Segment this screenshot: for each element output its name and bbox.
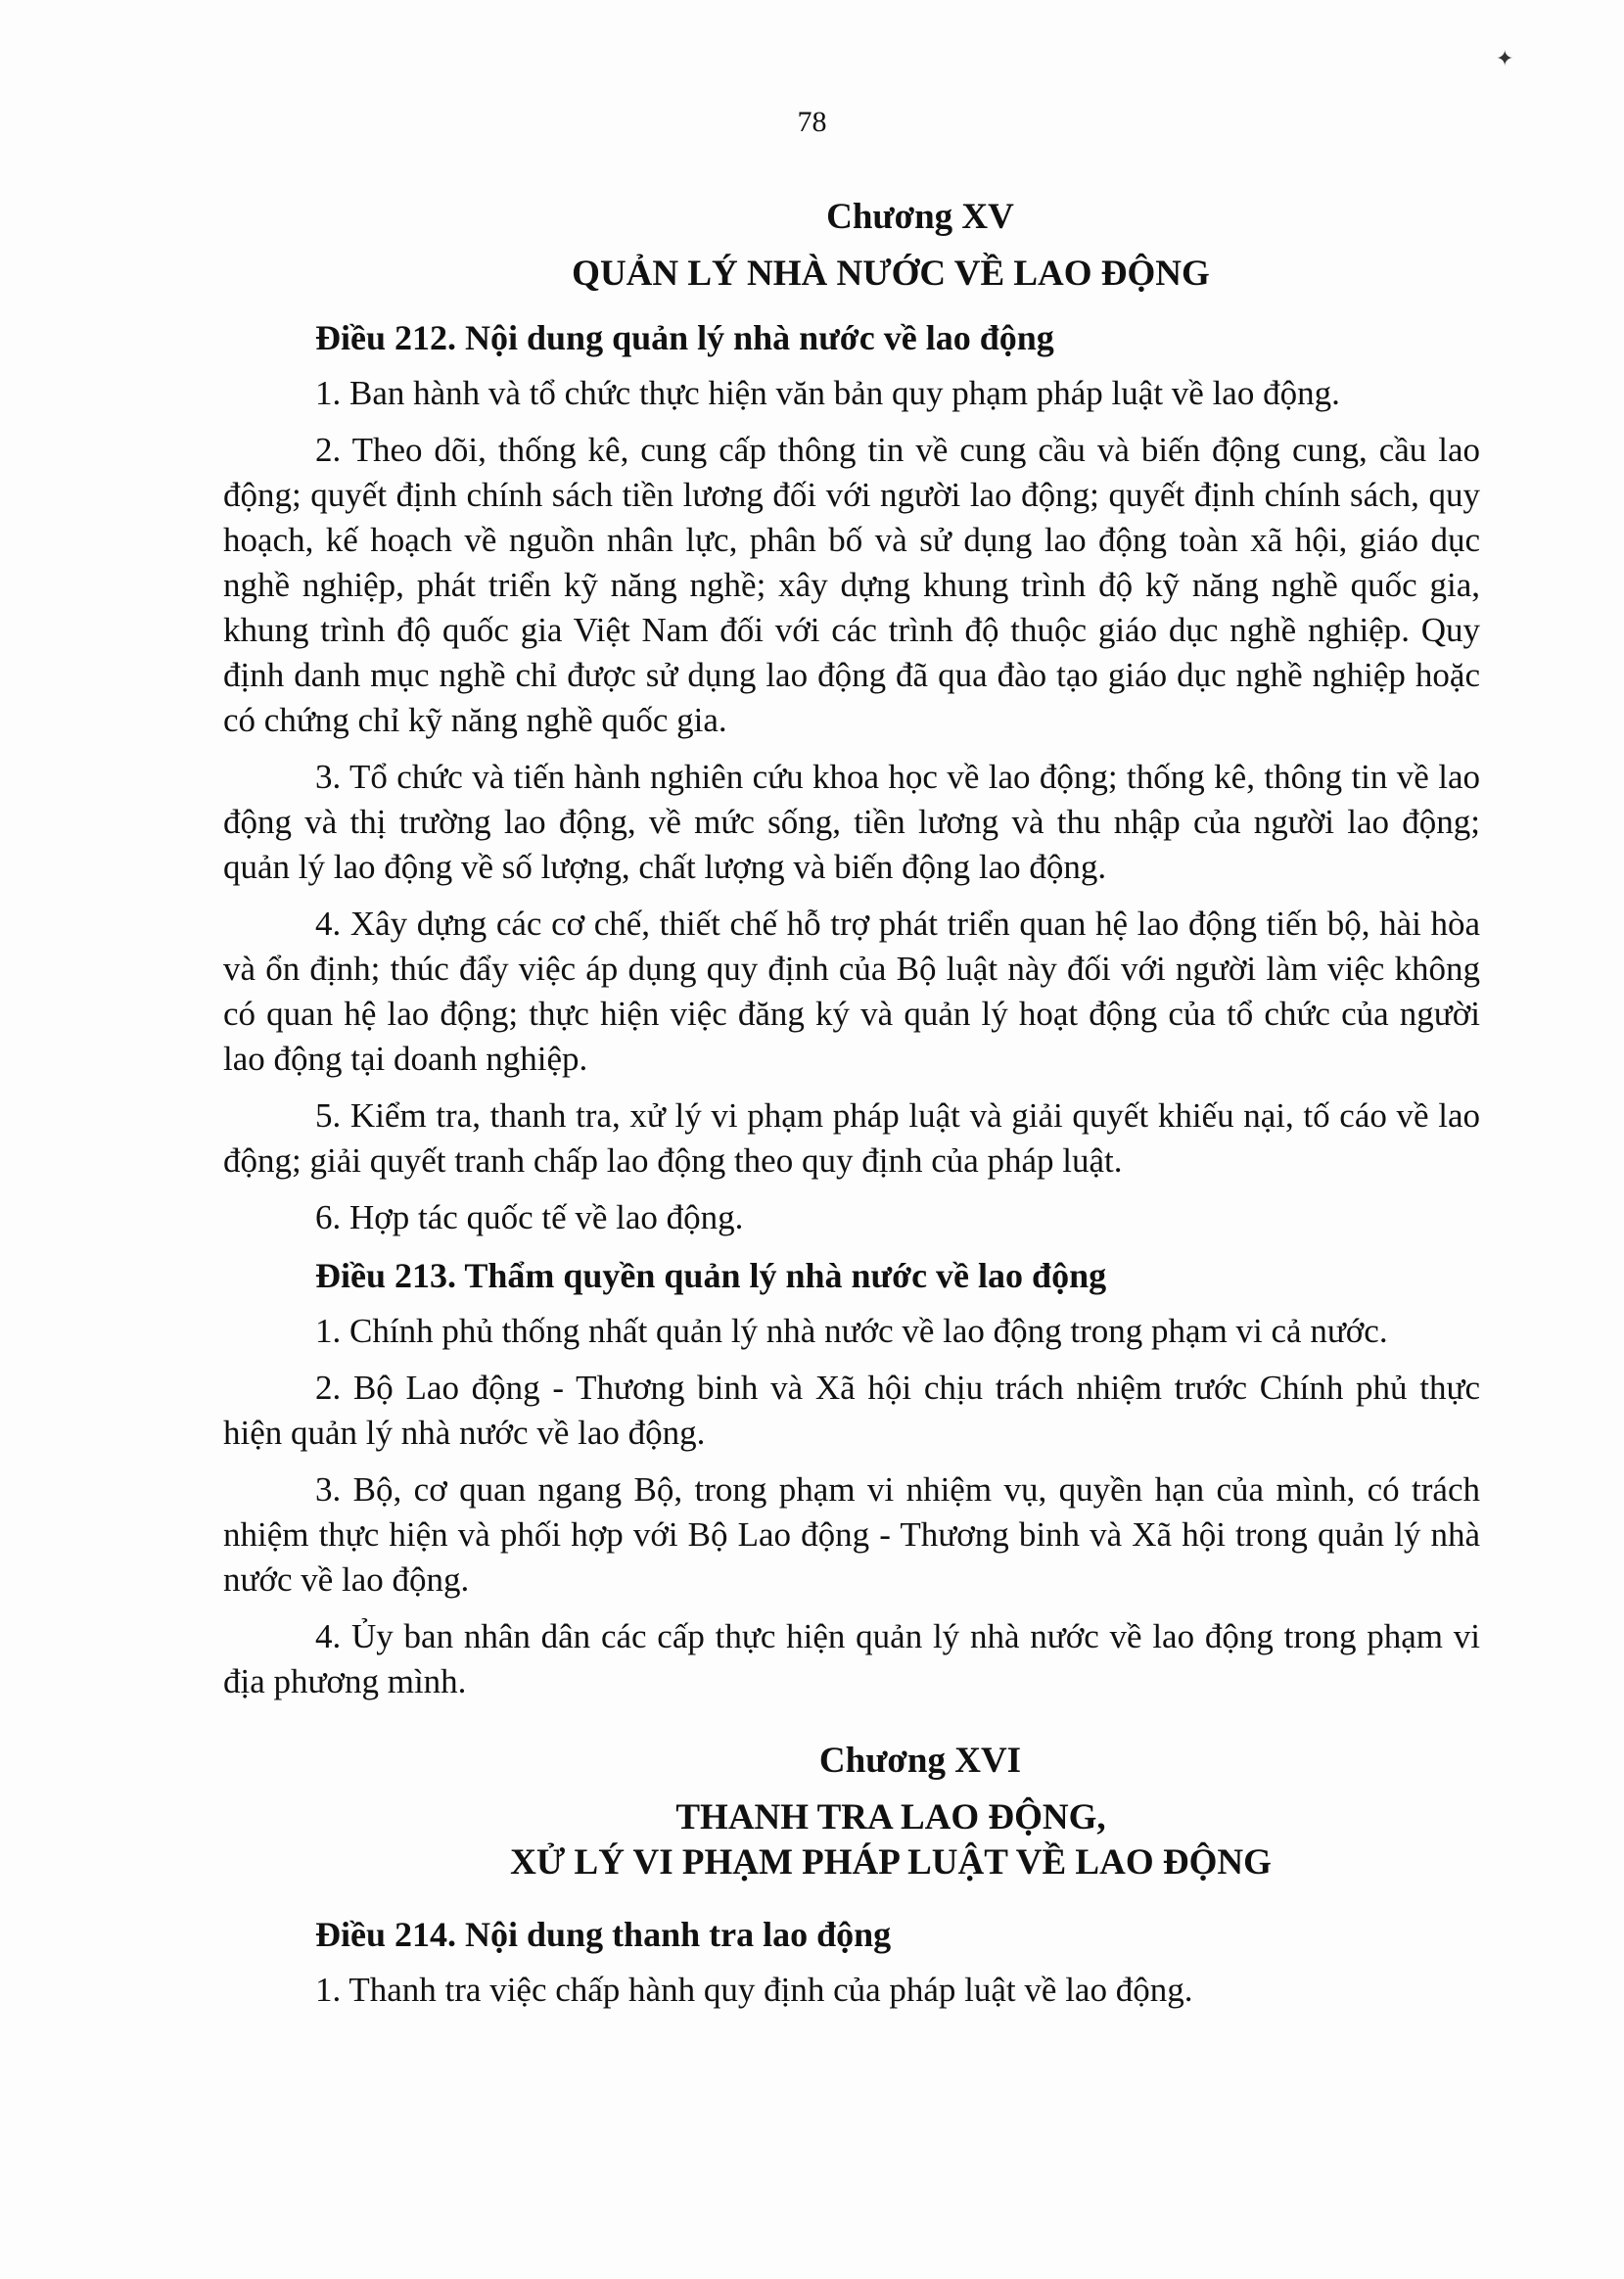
article-213-item-4: 4. Ủy ban nhân dân các cấp thực hiện quản lý nhà nước về lao động trong phạm vi địa phương mình. — [223, 1617, 1480, 1700]
article-212-item-6: 6. Hợp tác quốc tế về lao động. — [315, 1198, 744, 1236]
chapter-xv-title: QUẢN LÝ NHÀ NƯỚC VỀ LAO ĐỘNG — [572, 254, 1210, 294]
page-number: 78 — [797, 106, 827, 138]
article-213-item-3: 3. Bộ, cơ quan ngang Bộ, trong phạm vi nhiệm vụ, quyền hạn của mình, có trách nhiệm thực hiện và phối hợp với Bộ Lao động - Thương binh và Xã hội trong quản lý nhà nước về lao động. — [223, 1470, 1480, 1599]
article-212-item-3: 3. Tổ chức và tiến hành nghiên cứu khoa học về lao động; thống kê, thông tin về lao động và thị trường lao động, về mức sống, tiền lương và thu nhập của người lao động; quản lý lao động về số lượng, chất lượng và biến động lao động. — [223, 758, 1480, 886]
article-214-heading: Điều 214. Nội dung thanh tra lao động — [315, 1915, 892, 1954]
chapter-xvi-title-line-2: XỬ LÝ VI PHẠM PHÁP LUẬT VỀ LAO ĐỘNG — [510, 1842, 1272, 1883]
article-212-item-4: 4. Xây dựng các cơ chế, thiết chế hỗ trợ phát triển quan hệ lao động tiến bộ, hài hòa và ổn định; thúc đẩy việc áp dụng quy định của Bộ luật này đối với người làm việc không có quan hệ lao động; thực hiện việc đăng ký và quản lý hoạt động của tổ chức của người lao động tại doanh nghiệp. — [223, 905, 1480, 1078]
chapter-xv-label: Chương XV — [826, 197, 1014, 237]
article-212-heading: Điều 212. Nội dung quản lý nhà nước về lao động — [315, 318, 1054, 357]
chapter-xvi-label: Chương XVI — [818, 1741, 1022, 1781]
article-212-item-5: 5. Kiểm tra, thanh tra, xử lý vi phạm pháp luật và giải quyết khiếu nại, tố cáo về lao động; giải quyết tranh chấp lao động theo quy định của pháp luật. — [223, 1096, 1480, 1180]
article-212-item-2: 2. Theo dõi, thống kê, cung cấp thông tin về cung cầu và biến động cung, cầu lao động; quyết định chính sách tiền lương đối với người lao động; quyết định chính sách, quy hoạch, kế hoạch về nguồn nhân lực, phân bố và sử dụng lao động toàn xã hội, giáo dục nghề nghiệp, phát triển kỹ năng nghề; xây dựng khung trình độ kỹ năng nghề quốc gia, khung trình độ quốc gia Việt Nam đối với các trình độ thuộc giáo dục nghề nghiệp. Quy định danh mục nghề chỉ được sử dụng lao động đã qua đào tạo giáo dục nghề nghiệp hoặc có chứng chỉ kỹ năng nghề quốc gia. — [223, 431, 1480, 739]
chapter-xvi-title — [223, 1795, 1480, 1885]
article-213-heading: Điều 213. Thẩm quyền quản lý nhà nước về lao động — [315, 1256, 1107, 1295]
scan-artifact-icon: ✦ — [1496, 47, 1514, 71]
article-213-item-1: 1. Chính phủ thống nhất quản lý nhà nước về lao động trong phạm vi cả nước. — [315, 1312, 1388, 1350]
article-212-item-1: 1. Ban hành và tổ chức thực hiện văn bản quy phạm pháp luật về lao động. — [315, 374, 1340, 412]
article-214-item-1: 1. Thanh tra việc chấp hành quy định của pháp luật về lao động. — [315, 1971, 1193, 2009]
page-content — [223, 196, 1480, 2024]
chapter-xvi-title-line-1: THANH TRA LAO ĐỘNG, — [675, 1797, 1106, 1837]
article-213-item-2: 2. Bộ Lao động - Thương binh và Xã hội chịu trách nhiệm trước Chính phủ thực hiện quản lý nhà nước về lao động. — [223, 1369, 1480, 1452]
